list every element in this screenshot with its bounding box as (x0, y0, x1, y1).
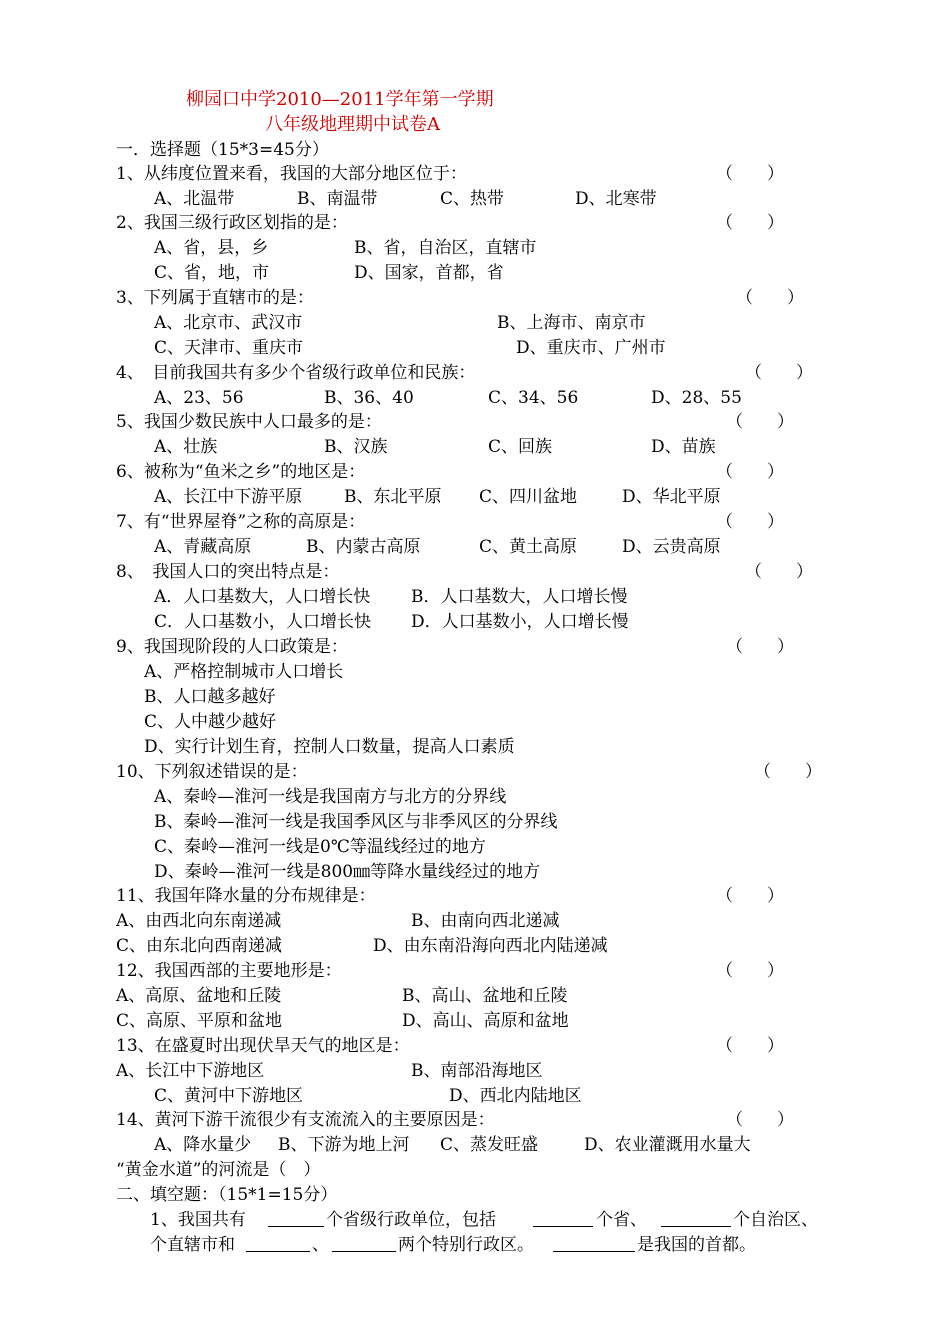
answer-paren-1[interactable]: （ ） (716, 164, 784, 184)
question-12-stem: 12、我国西部的主要地形是： (116, 961, 342, 981)
q2-option-b: B、省，自治区，直辖市 (354, 238, 537, 258)
fill-blank-4[interactable] (246, 1233, 310, 1252)
q8-option-a: A．人口基数大，人口增长快 (154, 587, 371, 607)
q8-option-c: C．人口基数小，人口增长快 (154, 612, 372, 632)
answer-paren-6[interactable]: （ ） (716, 462, 784, 482)
question-13-stem: 13、在盛夏时出现伏旱天气的地区是： (116, 1036, 410, 1056)
question-4-stem: 4、 目前我国共有多少个省级行政单位和民族： (116, 363, 476, 383)
q2-option-a: A、省，县，乡 (154, 238, 269, 258)
q3-option-d: D、重庆市、广州市 (516, 338, 666, 358)
q1-option-d: D、北寒带 (575, 189, 657, 209)
question-3-stem: 3、下列属于直辖市的是： (116, 288, 314, 308)
answer-paren-4[interactable]: （ ） (745, 363, 813, 383)
q7-option-d: D、云贵高原 (622, 537, 721, 557)
fill-q1-text-8: 是我国的首都。 (637, 1235, 756, 1255)
q13-option-a: A、长江中下游地区 (116, 1061, 265, 1081)
q5-option-d: D、苗族 (651, 437, 716, 457)
q9-option-c: C、人中越少越好 (144, 712, 277, 732)
fill-q1-text-1: 1、我国共有 (150, 1210, 246, 1230)
q6-option-d: D、华北平原 (622, 487, 721, 507)
q14-option-c: C、蒸发旺盛 (440, 1135, 539, 1155)
q5-option-a: A、壮族 (154, 437, 218, 457)
q12-option-a: A、高原、盆地和丘陵 (116, 986, 282, 1006)
q4-option-b: B、36、40 (324, 388, 414, 408)
q10-option-c: C、秦岭—淮河一线是0℃等温线经过的地方 (154, 837, 486, 857)
q3-option-a: A、北京市、武汉市 (154, 313, 303, 333)
q4-option-c: C、34、56 (488, 388, 579, 408)
q9-option-b: B、人口越多越好 (144, 687, 276, 707)
q6-option-a: A、长江中下游平原 (154, 487, 303, 507)
answer-paren-13[interactable]: （ ） (716, 1036, 784, 1056)
q14-option-a: A、降水量少 (154, 1135, 252, 1155)
fill-blank-3[interactable] (661, 1208, 731, 1227)
q7-option-c: C、黄土高原 (479, 537, 578, 557)
q3-option-b: B、上海市、南京市 (497, 313, 646, 333)
question-6-stem: 6、被称为“鱼米之乡”的地区是： (116, 462, 366, 482)
q4-option-d: D、28、55 (651, 388, 742, 408)
q1-option-a: A、北温带 (154, 189, 235, 209)
fill-q1-text-5: 个直辖市和 (150, 1235, 235, 1255)
fill-q1-text-7: 两个特别行政区。 (398, 1235, 534, 1255)
question-10-stem: 10、下列叙述错误的是： (116, 762, 308, 782)
answer-paren-7[interactable]: （ ） (716, 512, 784, 532)
q1-option-b: B、南温带 (297, 189, 378, 209)
section1-heading: 一．选择题（15*3=45分） (116, 140, 329, 160)
answer-paren-5[interactable]: （ ） (726, 412, 794, 432)
q6-option-b: B、东北平原 (344, 487, 442, 507)
fill-blank-1[interactable] (268, 1208, 324, 1227)
title-line-1: 柳园口中学2010—2011学年第一学期 (186, 89, 494, 110)
question-8-stem: 8、 我国人口的突出特点是： (116, 562, 340, 582)
q13-option-b: B、南部沿海地区 (411, 1061, 543, 1081)
answer-paren-10[interactable]: （ ） (754, 762, 822, 782)
q10-option-a: A、秦岭—淮河一线是我国南方与北方的分界线 (154, 787, 507, 807)
q8-option-b: B．人口基数大，人口增长慢 (411, 587, 628, 607)
q8-option-d: D．人口基数小，人口增长慢 (411, 612, 629, 632)
q11-option-b: B、由南向西北递减 (411, 911, 560, 931)
q12-option-d: D、高山、高原和盆地 (402, 1011, 569, 1031)
q11-option-d: D、由东南沿海向西北内陆递减 (373, 936, 608, 956)
q2-option-c: C、省，地，市 (154, 263, 270, 283)
fill-blank-6[interactable] (553, 1233, 635, 1252)
question-1-stem: 1、从纬度位置来看，我国的大部分地区位于： (116, 164, 467, 184)
answer-paren-14[interactable]: （ ） (726, 1110, 794, 1130)
question-9-stem: 9、我国现阶段的人口政策是： (116, 637, 348, 657)
q5-option-c: C、回族 (488, 437, 553, 457)
q14-option-b: B、下游为地上河 (278, 1135, 410, 1155)
fill-q1-text-3: 个省、 (596, 1210, 647, 1230)
question-5-stem: 5、我国少数民族中人口最多的是： (116, 412, 382, 432)
answer-paren-3[interactable]: （ ） (736, 288, 804, 308)
question-11-stem: 11、我国年降水量的分布规律是： (116, 886, 376, 906)
q2-option-d: D、国家，首都，省 (354, 263, 504, 283)
q5-option-b: B、汉族 (324, 437, 388, 457)
q13-option-c: C、黄河中下游地区 (154, 1086, 304, 1106)
q9-option-a: A、严格控制城市人口增长 (144, 662, 344, 682)
title-line-2: 八年级地理期中试卷A (265, 114, 440, 135)
question-2-stem: 2、我国三级行政区划指的是： (116, 213, 348, 233)
fill-blank-5[interactable] (332, 1233, 396, 1252)
q7-option-b: B、内蒙古高原 (306, 537, 421, 557)
q10-option-b: B、秦岭—淮河一线是我国季风区与非季风区的分界线 (154, 812, 558, 832)
q9-option-d: D、实行计划生育，控制人口数量，提高人口素质 (144, 737, 515, 757)
answer-paren-8[interactable]: （ ） (745, 562, 813, 582)
section2-heading: 二、填空题：（15*1=15分） (116, 1185, 338, 1205)
fill-blank-2[interactable] (533, 1208, 593, 1227)
q11-option-c: C、由东北向西南递减 (116, 936, 283, 956)
answer-paren-9[interactable]: （ ） (726, 637, 794, 657)
question-7-stem: 7、有“世界屋脊”之称的高原是： (116, 512, 366, 532)
q6-option-c: C、四川盆地 (479, 487, 578, 507)
answer-paren-12[interactable]: （ ） (716, 961, 784, 981)
answer-paren-2[interactable]: （ ） (716, 213, 784, 233)
extra-question-line: “黄金水道”的河流是（ ） (116, 1160, 321, 1180)
q11-option-a: A、由西北向东南递减 (116, 911, 282, 931)
q1-option-c: C、热带 (440, 189, 505, 209)
q13-option-d: D、西北内陆地区 (449, 1086, 582, 1106)
answer-paren-11[interactable]: （ ） (716, 886, 784, 906)
fill-q1-text-6: 、 (312, 1235, 329, 1255)
q7-option-a: A、青藏高原 (154, 537, 252, 557)
q3-option-c: C、天津市、重庆市 (154, 338, 304, 358)
fill-q1-text-4: 个自治区、 (733, 1210, 818, 1230)
q4-option-a: A、23、56 (154, 388, 244, 408)
fill-q1-text-2: 个省级行政单位，包括 (326, 1210, 496, 1230)
q12-option-b: B、高山、盆地和丘陵 (402, 986, 568, 1006)
question-14-stem: 14、黄河下游干流很少有支流流入的主要原因是： (116, 1110, 495, 1130)
q12-option-c: C、高原、平原和盆地 (116, 1011, 283, 1031)
q14-option-d: D、农业灌溉用水量大 (584, 1135, 751, 1155)
q10-option-d: D、秦岭—淮河一线是800㎜等降水量线经过的地方 (154, 862, 541, 882)
